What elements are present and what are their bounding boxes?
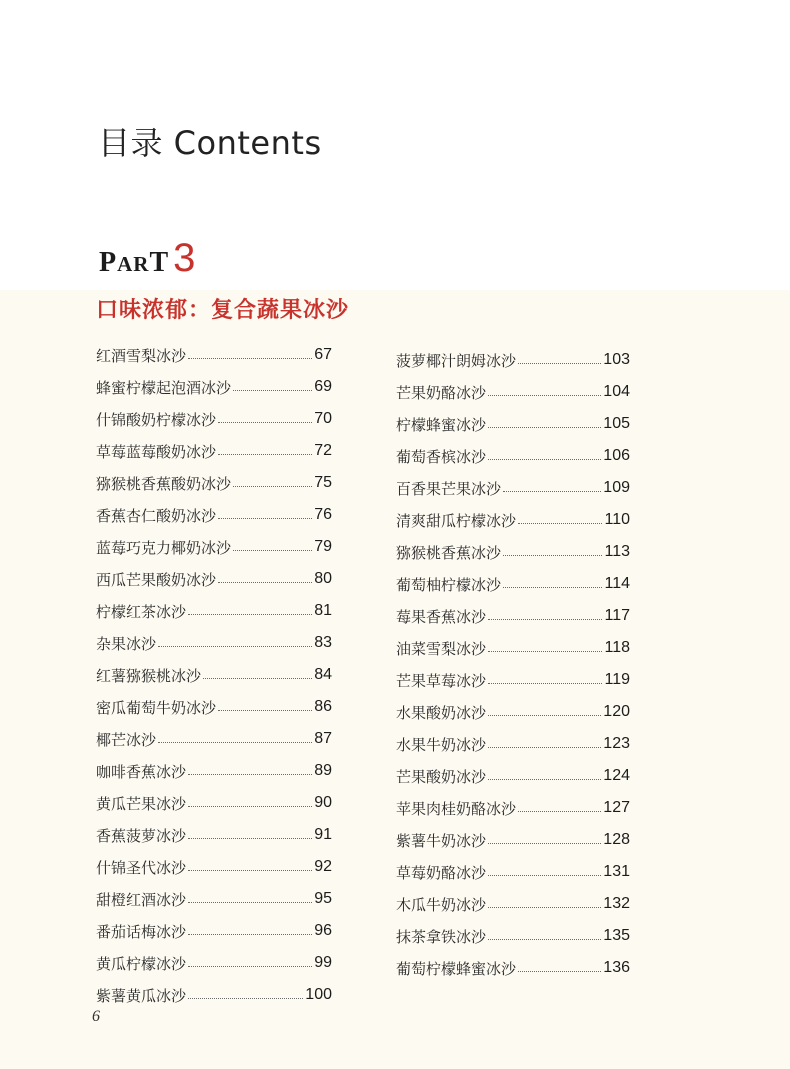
toc-entry-title: 葡萄柚柠檬冰沙 — [396, 575, 502, 594]
toc-entry-title: 油菜雪梨冰沙 — [396, 639, 487, 658]
toc-entry-page-number: 131 — [603, 863, 630, 880]
toc-entry[interactable] — [96, 467, 332, 499]
toc-entry-page-number: 81 — [314, 602, 332, 619]
toc-leader-dots — [188, 998, 303, 999]
toc-entry[interactable] — [96, 371, 332, 403]
toc-entry[interactable] — [396, 696, 630, 728]
toc-entry-title: 什锦圣代冰沙 — [96, 858, 187, 877]
toc-entry-title: 红薯猕猴桃冰沙 — [96, 666, 202, 685]
toc-entry-page-number: 89 — [314, 762, 332, 779]
toc-leader-dots — [158, 742, 312, 743]
toc-entry-page-number: 69 — [314, 378, 332, 395]
toc-entry[interactable] — [96, 627, 332, 659]
toc-entry[interactable] — [96, 819, 332, 851]
toc-entry-page-number: 135 — [603, 927, 630, 944]
toc-entry[interactable] — [396, 888, 630, 920]
toc-leader-dots — [488, 907, 601, 908]
toc-entry[interactable] — [96, 755, 332, 787]
toc-entry-page-number: 84 — [314, 666, 332, 683]
toc-entry[interactable] — [396, 568, 630, 600]
toc-entry[interactable] — [396, 824, 630, 856]
toc-entry-title: 紫薯黄瓜冰沙 — [96, 986, 187, 1005]
toc-entry[interactable] — [96, 435, 332, 467]
toc-entry-page-number: 123 — [603, 735, 630, 752]
toc-leader-dots — [518, 811, 601, 812]
toc-leader-dots — [218, 454, 312, 455]
toc-entry-page-number: 114 — [604, 575, 630, 592]
toc-leader-dots — [518, 971, 601, 972]
toc-entry[interactable] — [96, 787, 332, 819]
toc-entry-title: 木瓜牛奶冰沙 — [396, 895, 487, 914]
toc-entry[interactable] — [396, 472, 630, 504]
toc-entry-title: 水果酸奶冰沙 — [396, 703, 487, 722]
toc-entry-page-number: 86 — [314, 698, 332, 715]
part-word-small-letters: AR — [117, 252, 150, 276]
toc-left-column — [96, 339, 332, 1011]
toc-entry[interactable] — [396, 536, 630, 568]
toc-leader-dots — [188, 966, 312, 967]
toc-entry-title: 蓝莓巧克力椰奶冰沙 — [96, 538, 232, 557]
toc-entry[interactable] — [96, 947, 332, 979]
toc-entry-page-number: 96 — [314, 922, 332, 939]
toc-entry-page-number: 118 — [604, 639, 630, 656]
toc-entry-title: 芒果奶酪冰沙 — [396, 383, 487, 402]
toc-entry-title: 水果牛奶冰沙 — [396, 735, 487, 754]
toc-leader-dots — [488, 843, 601, 844]
toc-entry-page-number: 83 — [314, 634, 332, 651]
toc-entry-title: 芒果酸奶冰沙 — [396, 767, 487, 786]
toc-leader-dots — [488, 459, 601, 460]
toc-entry[interactable] — [96, 531, 332, 563]
toc-entry[interactable] — [96, 691, 332, 723]
toc-entry-title: 什锦酸奶柠檬冰沙 — [96, 410, 217, 429]
toc-entry-page-number: 109 — [603, 479, 630, 496]
toc-entry-title: 红酒雪梨冰沙 — [96, 346, 187, 365]
toc-entry-title: 柠檬蜂蜜冰沙 — [396, 415, 487, 434]
toc-entry-title: 甜橙红酒冰沙 — [96, 890, 187, 909]
toc-leader-dots — [488, 651, 602, 652]
toc-entry[interactable] — [96, 979, 332, 1011]
toc-leader-dots — [188, 870, 312, 871]
toc-leader-dots — [188, 934, 312, 935]
toc-leader-dots — [488, 747, 601, 748]
toc-entry-title: 杂果冰沙 — [96, 634, 157, 653]
toc-entry-title: 苹果肉桂奶酪冰沙 — [396, 799, 517, 818]
toc-entry-page-number: 70 — [314, 410, 332, 427]
toc-entry-title: 椰芒冰沙 — [96, 730, 157, 749]
toc-leader-dots — [188, 614, 312, 615]
toc-entry-title: 葡萄香槟冰沙 — [396, 447, 487, 466]
toc-entry[interactable] — [96, 723, 332, 755]
toc-entry-page-number: 132 — [603, 895, 630, 912]
toc-entry[interactable] — [396, 376, 630, 408]
toc-entry-page-number: 127 — [603, 799, 630, 816]
toc-leader-dots — [503, 491, 601, 492]
toc-leader-dots — [218, 582, 312, 583]
toc-entry[interactable] — [96, 403, 332, 435]
toc-entry-page-number: 95 — [314, 890, 332, 907]
part-word — [99, 247, 169, 279]
toc-entry[interactable] — [396, 792, 630, 824]
toc-entry-page-number: 76 — [314, 506, 332, 523]
toc-entry-title: 清爽甜瓜柠檬冰沙 — [396, 511, 517, 530]
part-word-letter: T — [149, 247, 170, 278]
toc-leader-dots — [488, 715, 601, 716]
toc-leader-dots — [203, 678, 312, 679]
toc-entry[interactable] — [396, 600, 630, 632]
toc-entry[interactable] — [396, 504, 630, 536]
part-label — [99, 236, 195, 280]
toc-entry-page-number: 79 — [314, 538, 332, 555]
toc-entry-title: 密瓜葡萄牛奶冰沙 — [96, 698, 217, 717]
toc-leader-dots — [488, 939, 601, 940]
toc-right-column — [396, 344, 630, 984]
toc-leader-dots — [233, 550, 312, 551]
toc-entry[interactable] — [396, 856, 630, 888]
toc-entry[interactable] — [96, 851, 332, 883]
toc-leader-dots — [188, 902, 312, 903]
toc-entry-page-number: 80 — [314, 570, 332, 587]
toc-entry-title: 蜂蜜柠檬起泡酒冰沙 — [96, 378, 232, 397]
toc-entry-title: 莓果香蕉冰沙 — [396, 607, 487, 626]
toc-entry-title: 猕猴桃香蕉冰沙 — [396, 543, 502, 562]
toc-entry-page-number: 119 — [604, 671, 630, 688]
toc-entry-page-number: 104 — [603, 383, 630, 400]
toc-entry-page-number: 136 — [603, 959, 630, 976]
toc-entry-page-number: 120 — [603, 703, 630, 720]
part-word-letter: P — [99, 247, 118, 278]
toc-entry[interactable] — [96, 915, 332, 947]
toc-entry-page-number: 75 — [314, 474, 332, 491]
toc-entry-page-number: 90 — [314, 794, 332, 811]
part-number: 3 — [173, 236, 196, 280]
toc-leader-dots — [188, 358, 312, 359]
toc-leader-dots — [488, 875, 601, 876]
toc-entry-title: 香蕉菠萝冰沙 — [96, 826, 187, 845]
toc-entry-page-number: 87 — [314, 730, 332, 747]
toc-leader-dots — [233, 486, 312, 487]
toc-entry[interactable] — [396, 440, 630, 472]
toc-entry[interactable] — [96, 339, 332, 371]
toc-leader-dots — [218, 710, 312, 711]
toc-leader-dots — [188, 838, 312, 839]
toc-leader-dots — [488, 779, 601, 780]
toc-entry-title: 百香果芒果冰沙 — [396, 479, 502, 498]
toc-leader-dots — [503, 587, 602, 588]
toc-entry[interactable] — [396, 920, 630, 952]
toc-leader-dots — [218, 518, 312, 519]
toc-entry-title: 菠萝椰汁朗姆冰沙 — [396, 351, 517, 370]
toc-entry-page-number: 100 — [305, 986, 332, 1003]
toc-entry-title: 草莓奶酪冰沙 — [396, 863, 487, 882]
toc-leader-dots — [158, 646, 312, 647]
toc-entry[interactable] — [396, 760, 630, 792]
toc-entry-page-number: 103 — [603, 351, 630, 368]
toc-entry-title: 紫薯牛奶冰沙 — [396, 831, 487, 850]
toc-entry-title: 葡萄柠檬蜂蜜冰沙 — [396, 959, 517, 978]
toc-entry[interactable] — [396, 728, 630, 760]
toc-entry-title: 猕猴桃香蕉酸奶冰沙 — [96, 474, 232, 493]
toc-leader-dots — [518, 523, 602, 524]
toc-entry-page-number: 124 — [603, 767, 630, 784]
toc-entry-title: 黄瓜柠檬冰沙 — [96, 954, 187, 973]
toc-leader-dots — [488, 619, 602, 620]
toc-entry-title: 芒果草莓冰沙 — [396, 671, 487, 690]
section-title: 口味浓郁：复合蔬果冰沙 — [96, 298, 350, 323]
toc-entry-page-number: 67 — [314, 346, 332, 363]
toc-entry-page-number: 113 — [604, 543, 630, 560]
page-title: 目录 Contents — [98, 124, 322, 162]
toc-leader-dots — [488, 683, 602, 684]
toc-entry-title: 草莓蓝莓酸奶冰沙 — [96, 442, 217, 461]
toc-entry-page-number: 110 — [604, 511, 630, 528]
toc-entry[interactable] — [396, 632, 630, 664]
toc-entry[interactable] — [396, 664, 630, 696]
toc-entry-title: 咖啡香蕉冰沙 — [96, 762, 187, 781]
toc-leader-dots — [488, 395, 601, 396]
toc-entry[interactable] — [96, 499, 332, 531]
toc-entry-page-number: 105 — [603, 415, 630, 432]
toc-leader-dots — [188, 774, 312, 775]
toc-leader-dots — [488, 427, 601, 428]
toc-entry-page-number: 72 — [314, 442, 332, 459]
toc-leader-dots — [188, 806, 312, 807]
toc-entry[interactable] — [396, 408, 630, 440]
toc-leader-dots — [233, 390, 312, 391]
page-number: 6 — [92, 1008, 100, 1025]
toc-leader-dots — [518, 363, 601, 364]
toc-leader-dots — [503, 555, 602, 556]
toc-entry[interactable] — [96, 659, 332, 691]
toc-entry-title: 柠檬红茶冰沙 — [96, 602, 187, 621]
toc-leader-dots — [218, 422, 312, 423]
toc-entry-page-number: 92 — [314, 858, 332, 875]
toc-entry-title: 香蕉杏仁酸奶冰沙 — [96, 506, 217, 525]
toc-entry[interactable] — [96, 595, 332, 627]
toc-entry[interactable] — [396, 344, 630, 376]
toc-entry-page-number: 91 — [314, 826, 332, 843]
toc-entry-title: 西瓜芒果酸奶冰沙 — [96, 570, 217, 589]
toc-entry[interactable] — [96, 883, 332, 915]
toc-entry-page-number: 128 — [603, 831, 630, 848]
toc-entry-title: 番茄话梅冰沙 — [96, 922, 187, 941]
toc-entry[interactable] — [96, 563, 332, 595]
toc-entry-page-number: 106 — [603, 447, 630, 464]
toc-entry-page-number: 117 — [604, 607, 630, 624]
toc-entry-title: 黄瓜芒果冰沙 — [96, 794, 187, 813]
toc-entry-page-number: 99 — [314, 954, 332, 971]
toc-entry[interactable] — [396, 952, 630, 984]
toc-entry-title: 抹茶拿铁冰沙 — [396, 927, 487, 946]
